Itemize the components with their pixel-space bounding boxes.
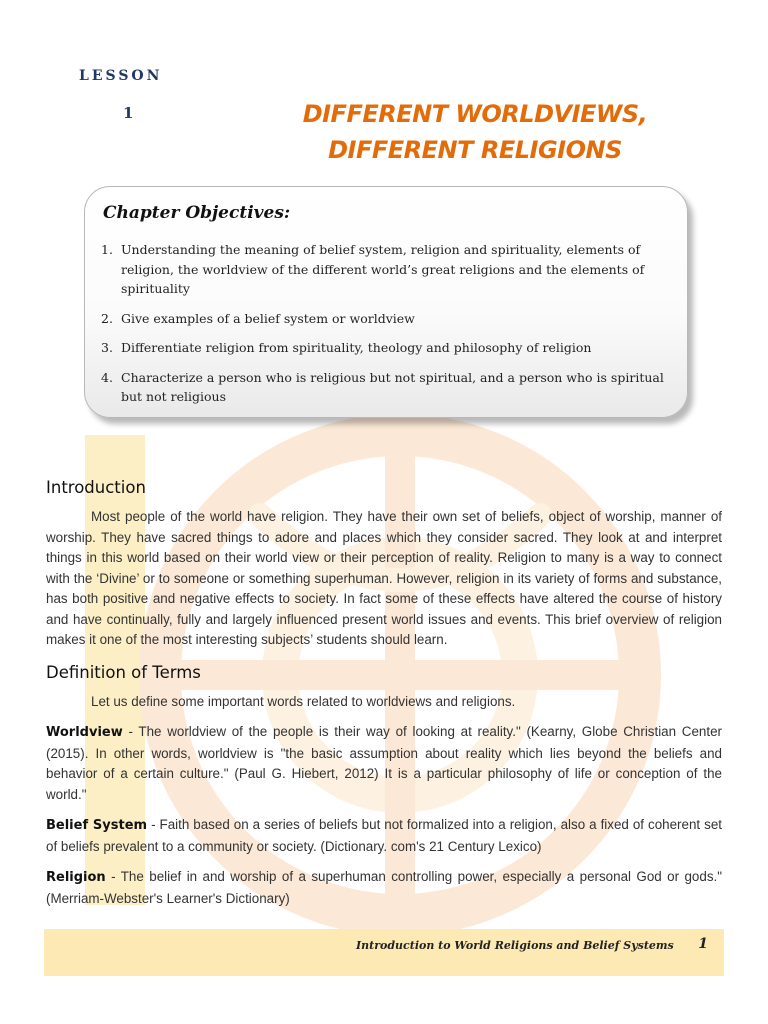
page-title [270,96,680,168]
lesson-number: 1 [123,104,134,122]
objectives-heading: Chapter Objectives: [103,203,291,223]
definition-belief-system [46,815,722,857]
objective-item [101,309,671,329]
objective-number: 2. [101,310,113,326]
title-line-1: DIFFERENT WORLDVIEWS, [302,100,648,128]
objective-text: Characterize a person who is religious but not spiritual, and a person who is spiritual but not religious [121,369,664,404]
objective-text: Give examples of a belief system or worldview [121,310,415,326]
main-content [46,478,722,909]
objective-item [101,338,671,358]
objective-item [101,368,671,407]
term-definition: - The belief in and worship of a superhuman controlling power, especially a personal God or gods." (Merriam-Webster's Learner's Dictionary) [46,869,722,906]
footer-text: Introduction to World Religions and Belief Systems [356,939,674,952]
introduction-paragraph: Most people of the world have religion. They have their own set of beliefs, object of worship, manner of worship. They have sacred things to adore and places which they consider sacred. They look at and interpret things in this world based on their world view or their perception of reality. Religion to many is a way to connect with the ‘Divine’ or to someone or something superhuman. However, religion in its variety of forms and substance, has both positive and negative effects to society. In fact some of these effects have altered the course of history and have continually, fully and largely influenced present world issues and events. This brief overview of religion makes it one of the most interesting subjects’ students should learn. [46,509,722,647]
term-label: Religion [46,870,106,885]
lesson-label: LESSON [79,68,163,84]
term-label: Worldview [46,725,123,740]
page-number: 1 [698,936,708,952]
objective-number: 4. [101,369,113,385]
definition-worldview [46,722,722,805]
definition-religion [46,867,722,909]
objective-text: Understanding the meaning of belief system, religion and spirituality, elements of religion, the worldview of the different world’s great religions and the elements of spirituality [121,242,645,296]
term-label: Belief System [46,818,148,833]
definitions-intro: Let us define some important words related to worldviews and religions. [91,693,516,709]
objectives-list [101,240,671,417]
objective-text: Differentiate religion from spirituality, theology and philosophy of religion [121,340,592,355]
term-definition: - Faith based on a series of beliefs but not formalized into a religion, also a fixed of coherent set of beliefs prevalent to a community or society. (Dictionary. com's 21 Century Lexico) [46,817,722,854]
definitions-heading: Definition of Terms [46,662,201,682]
introduction-heading: Introduction [46,478,146,497]
objective-number: 1. [101,242,113,257]
term-definition: - The worldview of the people is their way of looking at reality." (Kearny, Globe Christian Center (2015). In other words, worldview is "the basic assumption about reality which lies beyond the beliefs and behavior of a certain culture." (Paul G. Hiebert, 2012) It is a particular philosophy of life or conception of the world." [46,724,722,802]
objective-number: 3. [101,340,113,355]
page-footer [44,929,724,976]
title-line-2: DIFFERENT RELIGIONS [328,136,622,164]
objective-item [101,240,671,299]
chapter-objectives-box [84,186,688,418]
